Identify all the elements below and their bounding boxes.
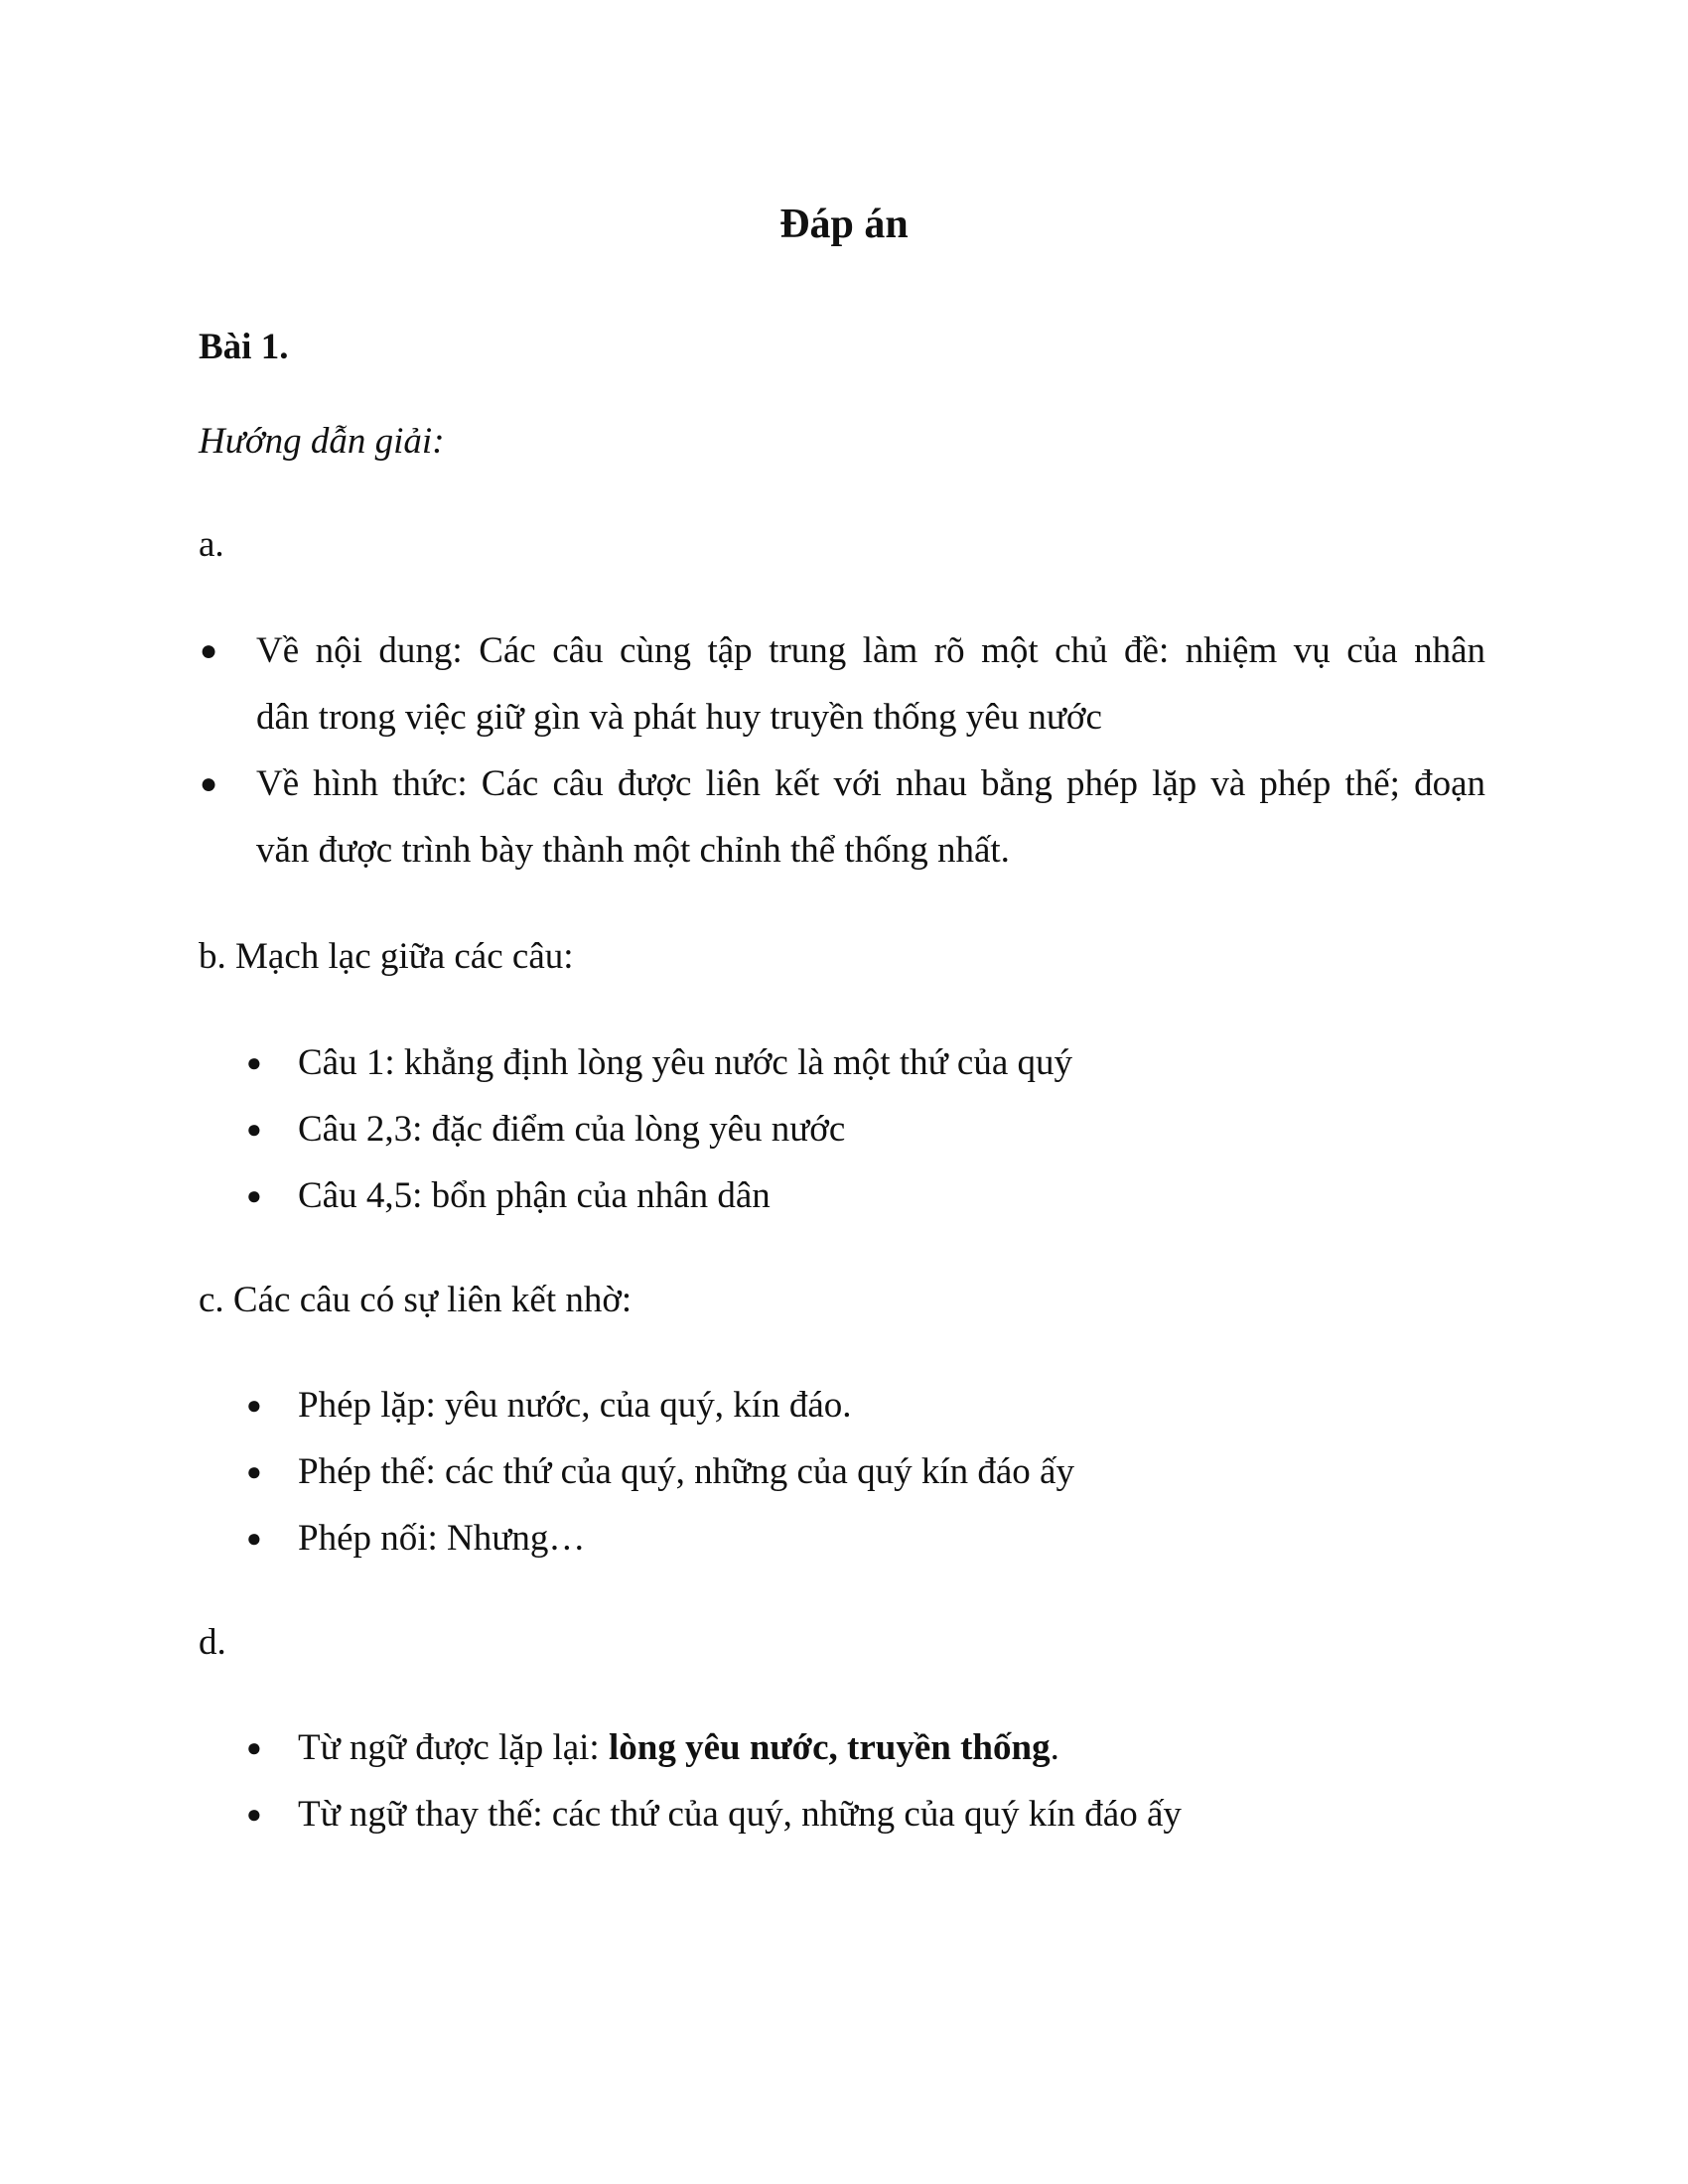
repeated-words-emphasis: lòng yêu nước, truyền thống bbox=[608, 1727, 1051, 1768]
list-item-text-suffix: . bbox=[1050, 1727, 1059, 1768]
bullet-icon: ● bbox=[246, 1800, 262, 1829]
list-item-text-line: Về hình thức: Các câu được liên kết với nhau bằng phép lặp và phép thế; đoạn bbox=[256, 763, 1485, 804]
part-d-list bbox=[246, 1714, 1182, 1847]
list-item-text: Phép nối: Nhưng… bbox=[298, 1518, 586, 1559]
list-item-text-line: dân trong việc giữ gìn và phát huy truyền thống yêu nước bbox=[256, 697, 1102, 738]
list-item-text: Câu 4,5: bổn phận của nhân dân bbox=[298, 1175, 771, 1216]
list-item bbox=[246, 1505, 1074, 1571]
list-item bbox=[246, 1096, 1072, 1162]
list-item bbox=[246, 1372, 1074, 1438]
list-item-text: Câu 1: khẳng định lòng yêu nước là một thứ của quý bbox=[298, 1042, 1073, 1083]
list-item-text: Từ ngữ thay thế: các thứ của quý, những của quý kín đáo ấy bbox=[298, 1794, 1182, 1835]
part-b-label: b. Mạch lạc giữa các câu: bbox=[199, 936, 574, 977]
bullet-icon: ● bbox=[200, 634, 218, 667]
part-a-label: a. bbox=[199, 524, 224, 565]
bullet-icon: ● bbox=[246, 1733, 262, 1762]
list-item bbox=[199, 751, 1485, 884]
list-item bbox=[246, 1714, 1182, 1781]
list-item-text-line: văn được trình bày thành một chỉnh thể thống nhất. bbox=[256, 830, 1010, 871]
list-item bbox=[246, 1781, 1182, 1847]
list-item-text-prefix: Từ ngữ được lặp lại: bbox=[298, 1727, 609, 1768]
list-item-text: Phép lặp: yêu nước, của quý, kín đáo. bbox=[298, 1385, 852, 1426]
guide-label: Hướng dẫn giải: bbox=[199, 421, 445, 462]
part-d-label: d. bbox=[199, 1622, 226, 1663]
part-c-list bbox=[246, 1372, 1074, 1571]
bullet-icon: ● bbox=[246, 1457, 262, 1486]
list-item bbox=[246, 1438, 1074, 1505]
part-a-bullet-list bbox=[199, 617, 1485, 884]
page-title: Đáp án bbox=[779, 202, 909, 247]
bullet-icon: ● bbox=[200, 767, 218, 800]
list-item-text: Phép thế: các thứ của quý, những của quý kín đáo ấy bbox=[298, 1451, 1074, 1492]
bullet-icon: ● bbox=[246, 1181, 262, 1210]
list-item bbox=[246, 1162, 1072, 1229]
bullet-icon: ● bbox=[246, 1391, 262, 1420]
list-item-text: Câu 2,3: đặc điểm của lòng yêu nước bbox=[298, 1109, 846, 1150]
list-item bbox=[246, 1029, 1072, 1096]
list-item bbox=[199, 617, 1485, 751]
bullet-icon: ● bbox=[246, 1115, 262, 1144]
part-c-label: c. Các câu có sự liên kết nhờ: bbox=[199, 1280, 633, 1320]
list-item-text-line: Về nội dung: Các câu cùng tập trung làm rõ một chủ đề: nhiệm vụ của nhân bbox=[256, 630, 1485, 671]
bullet-icon: ● bbox=[246, 1524, 262, 1553]
bullet-icon: ● bbox=[246, 1048, 262, 1077]
exercise-heading: Bài 1. bbox=[199, 327, 289, 367]
part-b-list bbox=[246, 1029, 1072, 1229]
